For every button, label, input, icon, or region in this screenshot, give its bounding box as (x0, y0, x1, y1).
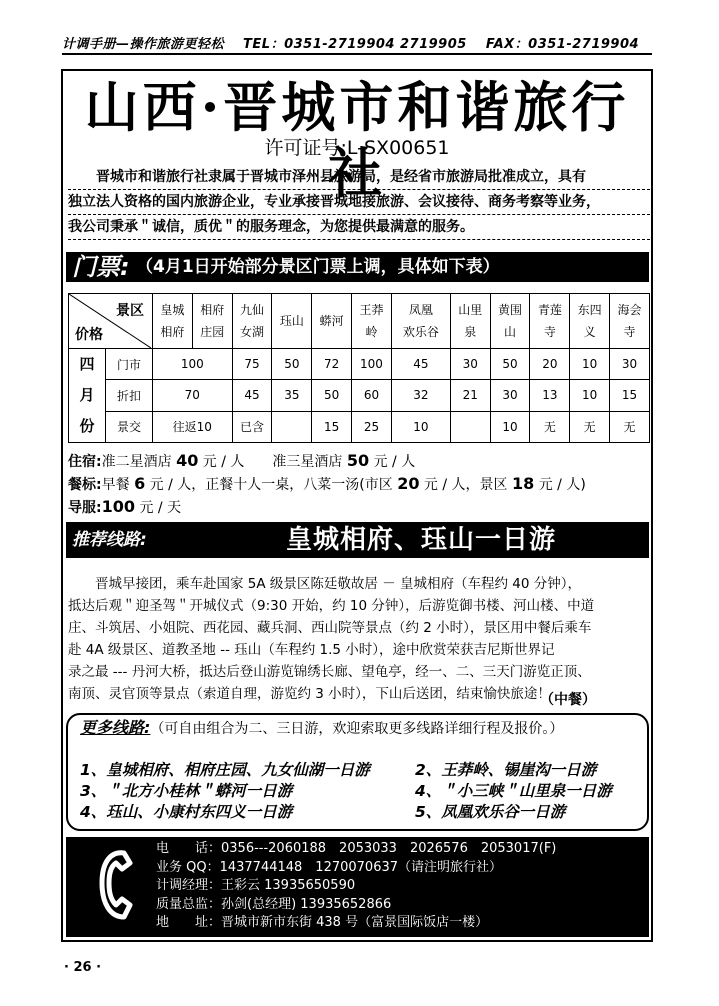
table-cell: 20 (530, 349, 570, 380)
table-cell: 25 (352, 411, 392, 442)
meals-line: 餐标:早餐 6 元 / 人，正餐十人一桌，八菜一汤(市区 20 元 / 人，景区 18 元 / 人) (68, 474, 586, 493)
recommend-title: 皇城相府、珏山一日游 (286, 525, 557, 555)
meal-note: （中餐） (540, 692, 596, 708)
tickets-subtitle: （4月1日开始部分景区门票上调，具体如下表） (136, 257, 500, 277)
table-cell: 70 (153, 380, 233, 411)
fax: FAX：0351-2719904 (485, 37, 640, 52)
table-row (69, 380, 650, 411)
column-header: 黄围 山 (490, 294, 530, 349)
column-header: 皇城 相府 (153, 294, 193, 349)
table-cell: 50 (490, 349, 530, 380)
lodging-label: 住宿: (68, 454, 102, 470)
row-label: 折扣 (106, 380, 153, 411)
table-cell: 10 (490, 411, 530, 442)
table-row (69, 411, 650, 442)
table-cell: 30 (490, 380, 530, 411)
table-cell: 50 (312, 380, 352, 411)
route-line: 晋城早接团，乘车赴国家 5A 级景区陈廷敬故居 － 皇城相府（车程约 40 分钟）， (68, 576, 581, 592)
table-cell: 无 (530, 411, 570, 442)
more-routes-note: （可自由组合为二、三日游，欢迎索取更多线路详细行程及报价。） (150, 721, 564, 737)
more-routes-label: 更多线路: (80, 718, 151, 737)
list-item: 3、＂北方小桂林＂蟒河一日游 4、＂小三峡＂山里泉一日游 (80, 782, 612, 800)
table-cell: 15 (312, 411, 352, 442)
corner-bottom-label: 价格 (75, 327, 103, 343)
table-corner (69, 294, 153, 349)
route-line: 南顶、灵官顶等景点（索道自理，游览约 3 小时），下山后送团，结束愉快旅途！ (68, 686, 551, 702)
month-cell: 四 月 份 (69, 349, 106, 443)
intro-line: 晋城市和谐旅行社隶属于晋城市泽州县旅游局，是经省市旅游局批准成立，具有 (68, 165, 650, 190)
table-cell: 已含 (232, 411, 272, 442)
table-cell: 10 (570, 380, 610, 411)
route-line: 庄、斗筑居、小姐院、西花园、藏兵洞、西山院等景点（约 2 小时），景区用中餐后乘车 (68, 620, 592, 636)
license-number: 许可证号:L-SX00651 (264, 137, 450, 159)
agency-title: 山西·晋城市和谐旅行社 (84, 75, 630, 205)
recommend-banner (66, 522, 649, 558)
meals-label: 餐标: (68, 477, 102, 493)
table-cell: 100 (352, 349, 392, 380)
table-cell: 100 (153, 349, 233, 380)
table-cell: 32 (391, 380, 450, 411)
table-cell: 45 (232, 380, 272, 411)
table-cell: 13 (530, 380, 570, 411)
more-routes-list (80, 760, 640, 823)
column-header: 王莽 岭 (352, 294, 392, 349)
phone-icon (96, 849, 136, 921)
guide-label: 导服: (68, 500, 102, 516)
table-cell: 往返10 (153, 411, 233, 442)
table-row (69, 349, 650, 380)
page-number: · 26 · (64, 960, 102, 975)
column-header: 相府 庄园 (192, 294, 232, 349)
column-header: 海会 寺 (610, 294, 650, 349)
guide-line: 导服:100 元 / 天 (68, 497, 182, 516)
more-routes-header (80, 718, 563, 739)
route-line: 录之最 --- 丹河大桥，抵达后登山游览锦绣长廊、望龟亭，经一、二、三天门游览正顶、 (68, 664, 591, 680)
contact-qq: 业务 QQ：1437744148 1270070637（请注明旅行社） (156, 859, 503, 875)
list-item: 4、珏山、小康村东四义一日游 5、凤凰欢乐谷一日游 (80, 803, 566, 821)
top-bar (62, 33, 652, 53)
lodging-line: 住宿:准二星酒店 40 元 / 人 准三星酒店 50 元 / 人 (68, 451, 416, 470)
corner-top-label: 景区 (116, 303, 144, 319)
list-item: 1、皇城相府、相府庄园、九女仙湖一日游 2、王莽岭、锡崖沟一日游 (80, 761, 597, 779)
contact-phone: 电 话：0356---2060188 2053033 2026576 2053017(F) (156, 841, 557, 856)
contact-rows (156, 840, 556, 933)
table-cell: 无 (610, 411, 650, 442)
intro-line: 我公司秉承＂诚信，质优＂的服务理念，为您提供最满意的服务。 (68, 215, 650, 240)
telephone: TEL：0351-2719904 2719905 (243, 37, 467, 52)
route-line: 抵达后观＂迎圣驾＂开城仪式（9:30 开始，约 10 分钟），后游览御书楼、河山楼、中道 (68, 598, 595, 614)
column-header: 凤凰 欢乐谷 (391, 294, 450, 349)
column-header: 珏山 (272, 294, 312, 349)
table-cell: 75 (232, 349, 272, 380)
row-label: 门市 (106, 349, 153, 380)
column-header: 东四 义 (570, 294, 610, 349)
contact-panel (66, 837, 649, 937)
table-cell: 45 (391, 349, 450, 380)
route-line: 赴 4A 级景区、道教圣地 -- 珏山（车程约 1.5 小时），途中欣赏荣获吉尼斯世界记 (68, 642, 555, 658)
contact-quality: 质量总监：孙剑(总经理) 13935652866 (156, 896, 392, 912)
tickets-banner (66, 252, 649, 282)
row-label: 景交 (106, 411, 153, 442)
table-cell: 35 (272, 380, 312, 411)
table-cell: 10 (570, 349, 610, 380)
column-header: 九仙 女湖 (232, 294, 272, 349)
table-cell: 50 (272, 349, 312, 380)
column-header: 青莲 寺 (530, 294, 570, 349)
table-cell: 21 (450, 380, 490, 411)
intro-line: 独立法人资格的国内旅游企业，专业承接晋城地接旅游、会议接待、商务考察等业务， (68, 190, 650, 215)
column-header: 蟒河 (312, 294, 352, 349)
ticket-price-table (68, 293, 650, 443)
table-cell: 15 (610, 380, 650, 411)
contact-address: 地 址：晋城市新市东街 438 号（富景国际饭店一楼） (156, 915, 489, 930)
table-cell: 无 (570, 411, 610, 442)
table-cell (450, 411, 490, 442)
table-cell: 72 (312, 349, 352, 380)
column-header: 山里 泉 (450, 294, 490, 349)
intro-paragraph (68, 165, 650, 240)
table-cell: 30 (610, 349, 650, 380)
table-cell: 10 (391, 411, 450, 442)
table-cell: 30 (450, 349, 490, 380)
route-description (68, 573, 650, 705)
tickets-label: 门票: (72, 253, 130, 281)
slogan: 计调手册—操作旅游更轻松 (62, 37, 225, 52)
recommend-label: 推荐线路: (72, 530, 147, 550)
contact-manager: 计调经理：王彩云 13935650590 (156, 878, 356, 893)
table-cell (272, 411, 312, 442)
table-cell: 60 (352, 380, 392, 411)
top-divider (62, 53, 652, 55)
